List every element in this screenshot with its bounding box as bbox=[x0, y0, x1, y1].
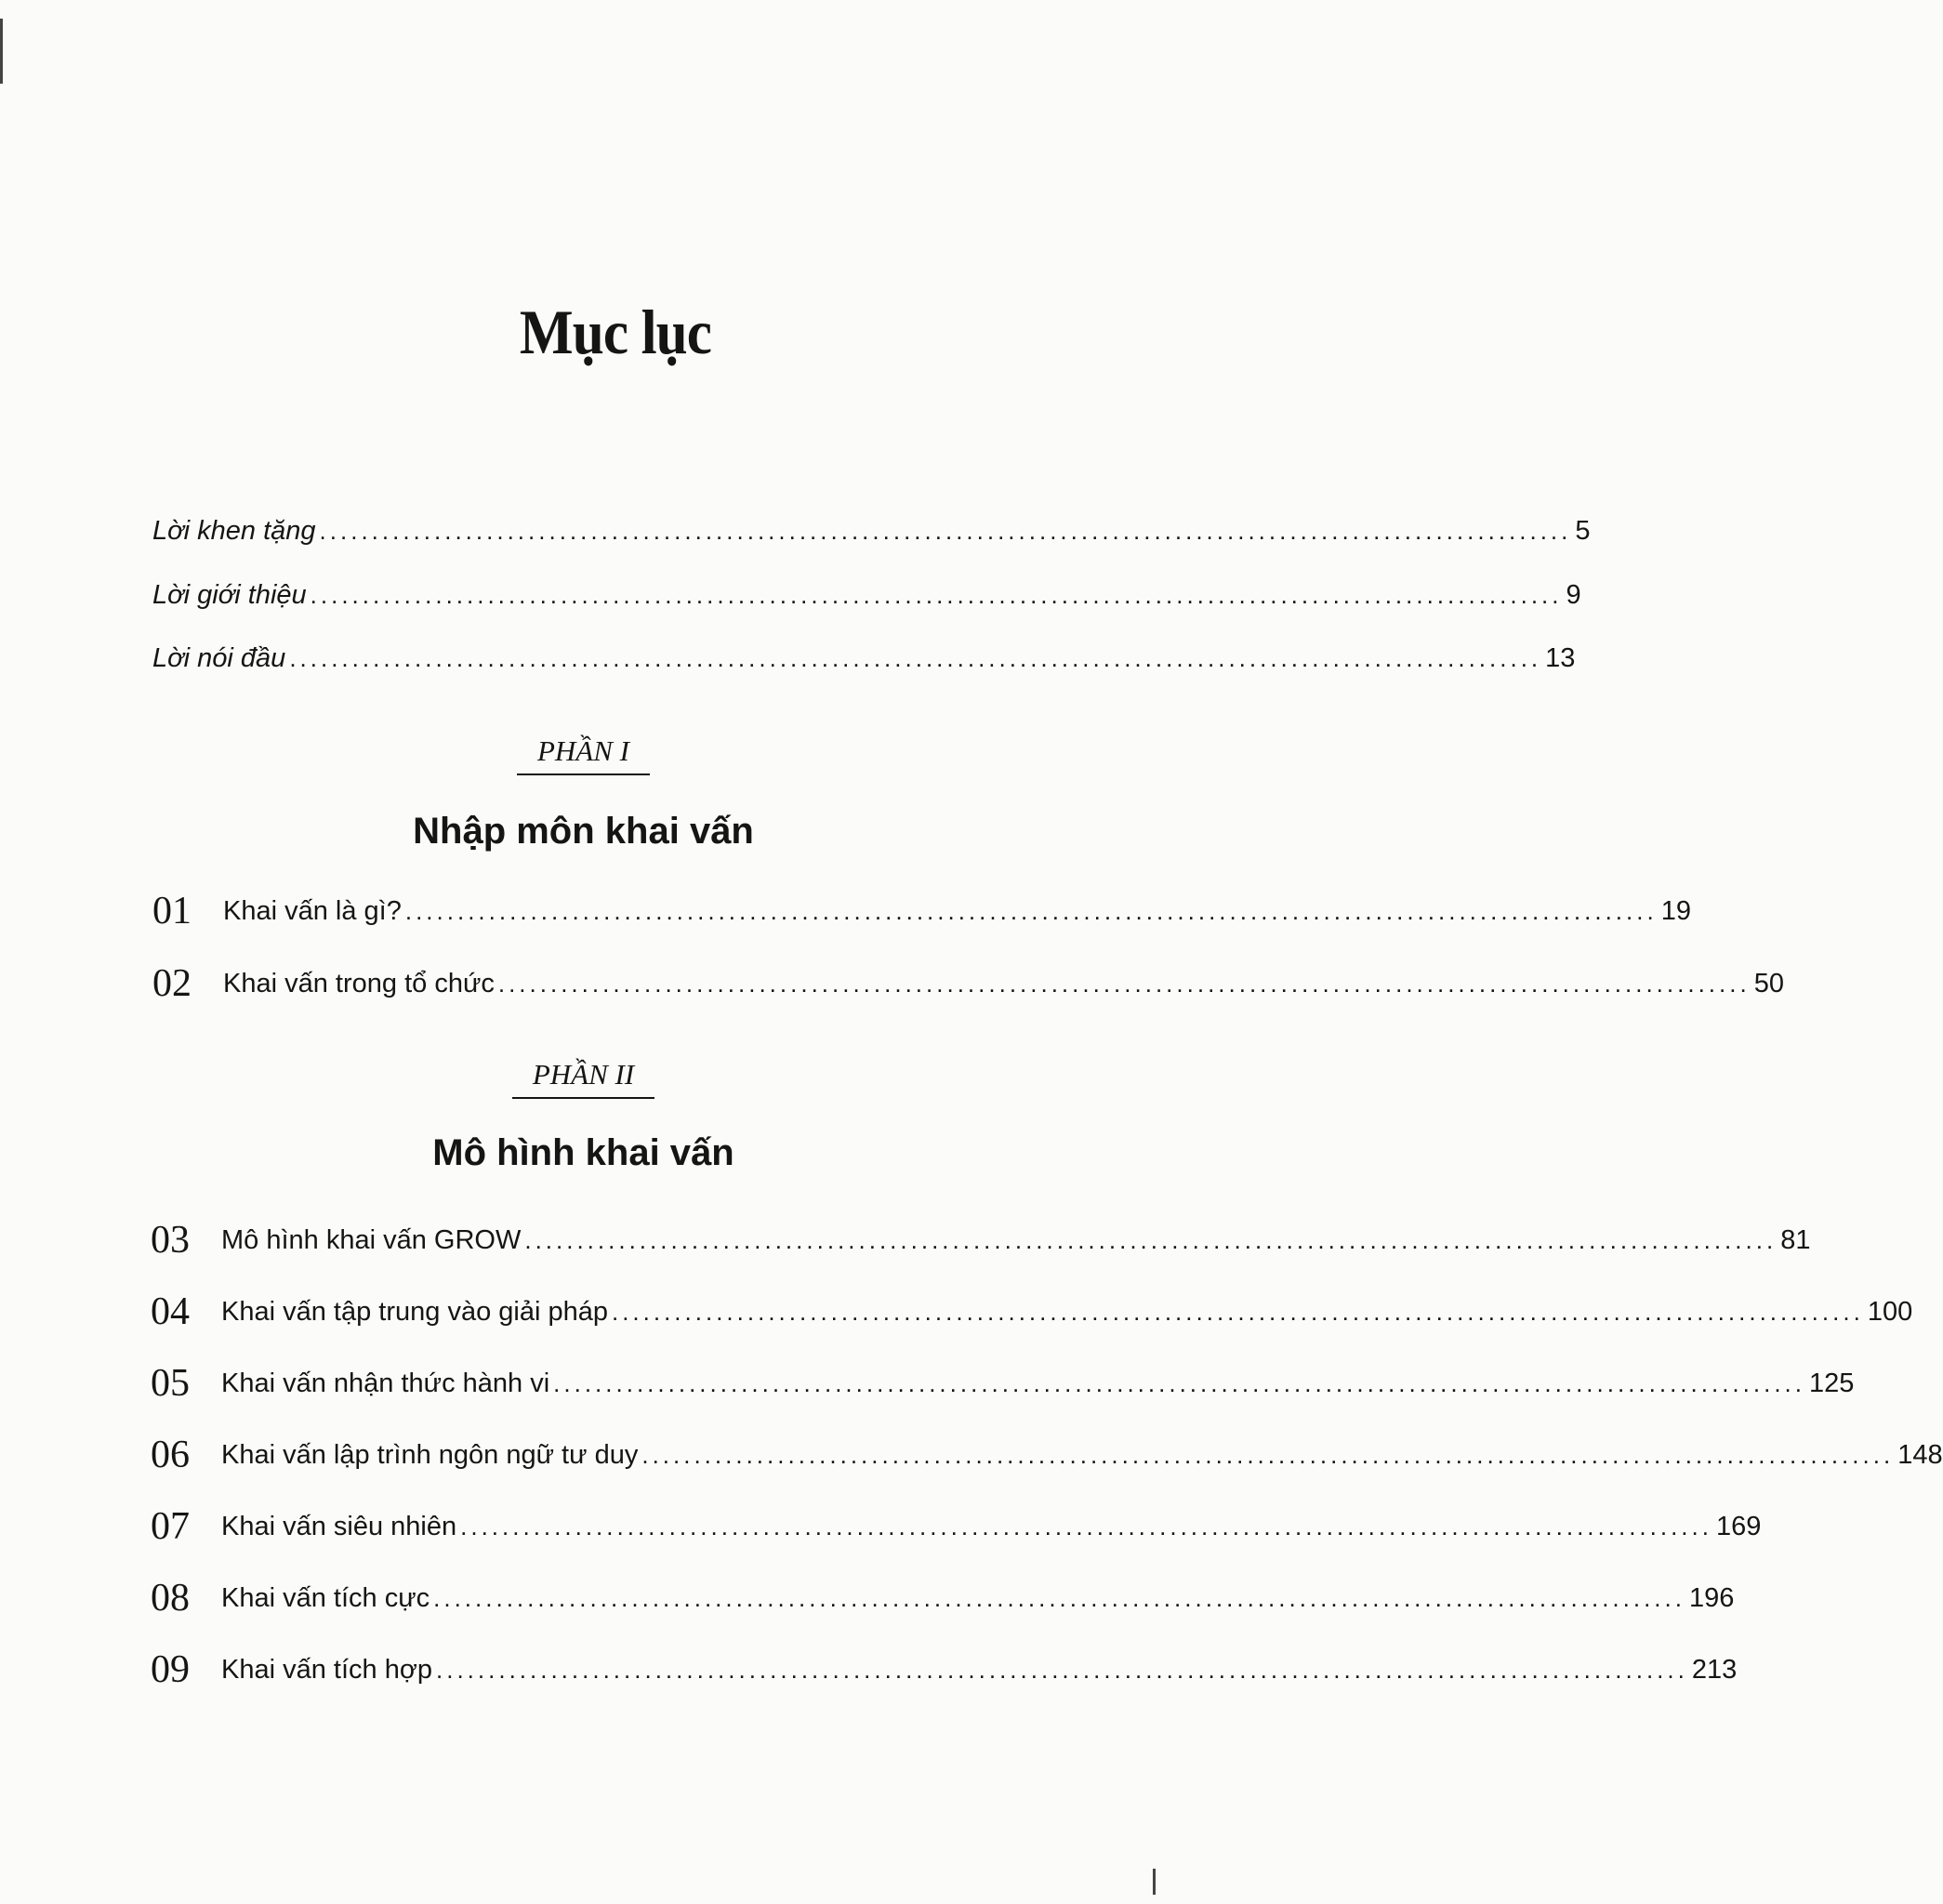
chapter-title: Khai vấn nhận thức hành vi bbox=[221, 1368, 550, 1398]
chapter-title: Khai vấn tích hợp bbox=[221, 1654, 432, 1685]
chapter-title: Khai vấn tập trung vào giải pháp bbox=[221, 1296, 608, 1327]
chapter-title: Khai vấn siêu nhiên bbox=[221, 1511, 457, 1541]
dot-leader: ........................................................................................................................ bbox=[310, 581, 1563, 609]
entry-page-number: 13 bbox=[1545, 643, 1576, 673]
chapter-number: 02 bbox=[152, 962, 192, 1005]
toc-entry-chapter[interactable] bbox=[151, 1218, 1811, 1263]
entry-label: Lời khen tặng bbox=[152, 516, 316, 546]
toc-entry-chapter[interactable] bbox=[151, 1504, 1762, 1549]
toc-entry-chapter[interactable] bbox=[151, 1289, 1913, 1334]
toc-entry-chapter[interactable] bbox=[151, 1433, 1943, 1477]
chapter-title: Khai vấn tích cực bbox=[221, 1582, 430, 1613]
chapter-number: 05 bbox=[151, 1362, 190, 1405]
toc-entry-chapter[interactable] bbox=[151, 1576, 1735, 1620]
chapter-page-number: 100 bbox=[1867, 1296, 1913, 1327]
chapter-page-number: 50 bbox=[1753, 968, 1784, 998]
chapter-title: Khai vấn lập trình ngôn ngữ tư duy bbox=[221, 1439, 639, 1470]
entry-label: Lời giới thiệu bbox=[152, 580, 307, 610]
entry-page-number: 5 bbox=[1575, 516, 1591, 546]
chapter-number: 09 bbox=[151, 1648, 190, 1691]
chapter-title: Khai vấn là gì? bbox=[223, 895, 402, 926]
chapter-title: Mô hình khai vấn GROW bbox=[221, 1224, 522, 1255]
entry-label: Lời nói đầu bbox=[152, 643, 286, 673]
part-title: Mô hình khai vấn bbox=[432, 1132, 734, 1173]
scan-edge-mark bbox=[1153, 1869, 1156, 1895]
toc-entry-chapter[interactable] bbox=[152, 889, 1691, 933]
chapter-number: 03 bbox=[151, 1219, 190, 1262]
dot-leader: ........................................................................................................................ bbox=[641, 1441, 1895, 1469]
chapter-page-number: 125 bbox=[1809, 1368, 1855, 1398]
chapter-number: 06 bbox=[151, 1434, 190, 1476]
part-label: PHẦN II bbox=[0, 1058, 1167, 1099]
chapter-page-number: 169 bbox=[1715, 1511, 1762, 1541]
dot-leader: ........................................................................................................................ bbox=[460, 1513, 1712, 1540]
part-title: Nhập môn khai vấn bbox=[413, 811, 754, 852]
part-label: PHẦN I bbox=[0, 734, 1167, 775]
dot-leader: ........................................................................................................................ bbox=[289, 644, 1542, 672]
dot-leader: ........................................................................................................................ bbox=[404, 897, 1658, 925]
dot-leader: ........................................................................................................................ bbox=[436, 1656, 1688, 1684]
toc-entry-front[interactable] bbox=[152, 643, 1576, 674]
chapter-page-number: 81 bbox=[1780, 1224, 1811, 1255]
chapter-number: 01 bbox=[152, 890, 192, 932]
chapter-page-number: 196 bbox=[1688, 1582, 1735, 1613]
dot-leader: ........................................................................................................................ bbox=[611, 1298, 1864, 1326]
scan-edge-mark bbox=[0, 19, 3, 84]
page-title: Mục lục bbox=[519, 297, 712, 367]
toc-entry-chapter[interactable] bbox=[151, 1647, 1738, 1692]
chapter-page-number: 19 bbox=[1660, 895, 1691, 926]
chapter-number: 08 bbox=[151, 1577, 190, 1620]
toc-entry-front[interactable] bbox=[152, 580, 1581, 611]
toc-entry-front[interactable] bbox=[152, 516, 1591, 547]
chapter-page-number: 213 bbox=[1691, 1654, 1738, 1685]
dot-leader: ........................................................................................................................ bbox=[524, 1226, 1778, 1254]
toc-entry-chapter[interactable] bbox=[151, 1361, 1855, 1406]
chapter-page-number: 148 bbox=[1897, 1439, 1943, 1470]
chapter-number: 04 bbox=[151, 1290, 190, 1333]
entry-page-number: 9 bbox=[1566, 580, 1581, 610]
dot-leader: ........................................................................................................................ bbox=[553, 1369, 1805, 1397]
dot-leader: ........................................................................................................................ bbox=[497, 970, 1751, 998]
chapter-number: 07 bbox=[151, 1505, 190, 1548]
chapter-title: Khai vấn trong tổ chức bbox=[223, 968, 495, 998]
dot-leader: ........................................................................................................................ bbox=[319, 517, 1572, 545]
dot-leader: ........................................................................................................................ bbox=[433, 1584, 1685, 1612]
toc-entry-chapter[interactable] bbox=[152, 961, 1784, 1006]
